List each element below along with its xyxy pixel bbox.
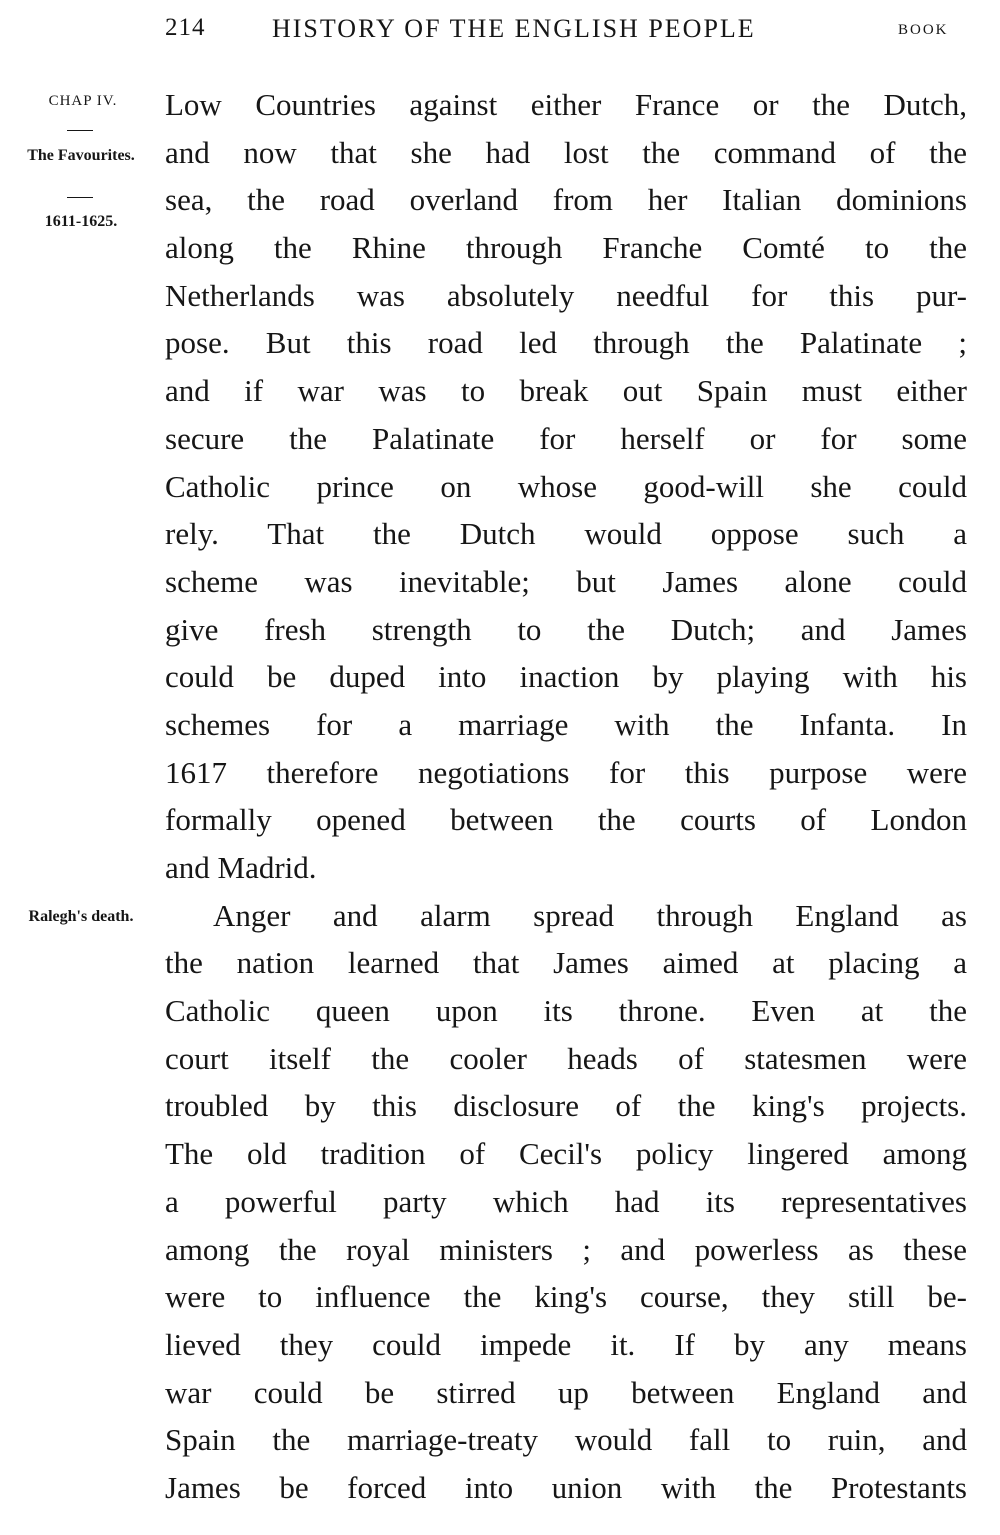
text-line: Catholic queen upon its throne. Even at the <box>165 993 967 1029</box>
marginal-rule <box>67 130 93 131</box>
text-line: scheme was inevitable; but James alone could <box>165 563 967 599</box>
marginal-rule <box>67 197 93 198</box>
text-line: rely. That the Dutch would oppose such a <box>165 516 967 552</box>
text-line: were to influence the king's course, they still be- <box>165 1279 967 1315</box>
text-line: war could be stirred up between England and <box>165 1374 967 1410</box>
text-line: court itself the cooler heads of statesmen were <box>165 1040 967 1076</box>
text-line: along the Rhine through Franche Comté to the <box>165 230 967 266</box>
text-line: pose. But this road led through the Palatinate ; <box>165 325 967 361</box>
dates-marginal-note: 1611-1625. <box>44 213 118 230</box>
paragraph-end-line: and Madrid. <box>165 850 317 885</box>
text-line: Netherlands was absolutely needful for this pur- <box>165 277 967 313</box>
text-line: Catholic prince on whose good-will she could <box>165 468 967 504</box>
text-line: troubled by this disclosure of the king's projects. <box>165 1088 967 1124</box>
text-line: give fresh strength to the Dutch; and James <box>165 611 967 647</box>
text-line: could be duped into inaction by playing with his <box>165 659 967 695</box>
chapter-marginal-note: CHAP IV. <box>48 93 118 109</box>
text-line: among the royal ministers ; and powerless as these <box>165 1231 967 1267</box>
page-number: 214 <box>165 14 206 41</box>
body-text <box>165 81 967 1512</box>
text-line: and if war was to break out Spain must either <box>165 373 967 409</box>
text-line: James be forced into union with the Protestants <box>165 1469 967 1505</box>
page-header <box>0 14 1000 54</box>
running-title: HISTORY OF THE ENGLISH PEOPLE <box>272 14 756 43</box>
book-label: BOOK <box>898 22 949 38</box>
text-line: secure the Palatinate for herself or for some <box>165 420 967 456</box>
text-line: formally opened between the courts of London <box>165 802 967 838</box>
text-line: 1617 therefore negotiations for this purpose were <box>165 754 967 790</box>
text-line: The old tradition of Cecil's policy lingered among <box>165 1136 967 1172</box>
text-line: Spain the marriage-treaty would fall to ruin, and <box>165 1422 967 1458</box>
text-line: sea, the road overland from her Italian dominions <box>165 182 967 218</box>
text-line: and now that she had lost the command of the <box>165 134 967 170</box>
text-line: schemes for a marriage with the Infanta. In <box>165 706 967 742</box>
text-line: lieved they could impede it. If by any means <box>165 1326 967 1362</box>
section-marginal-note: The Favourites. <box>27 147 135 164</box>
text-line: a powerful party which had its representatives <box>165 1183 967 1219</box>
paragraph-start-line: Anger and alarm spread through England as <box>213 897 967 933</box>
text-line: Low Countries against either France or the Dutch, <box>165 87 967 122</box>
text-line: the nation learned that James aimed at placing a <box>165 945 967 981</box>
raleigh-death-marginal-note: Ralegh's death. <box>28 908 134 925</box>
